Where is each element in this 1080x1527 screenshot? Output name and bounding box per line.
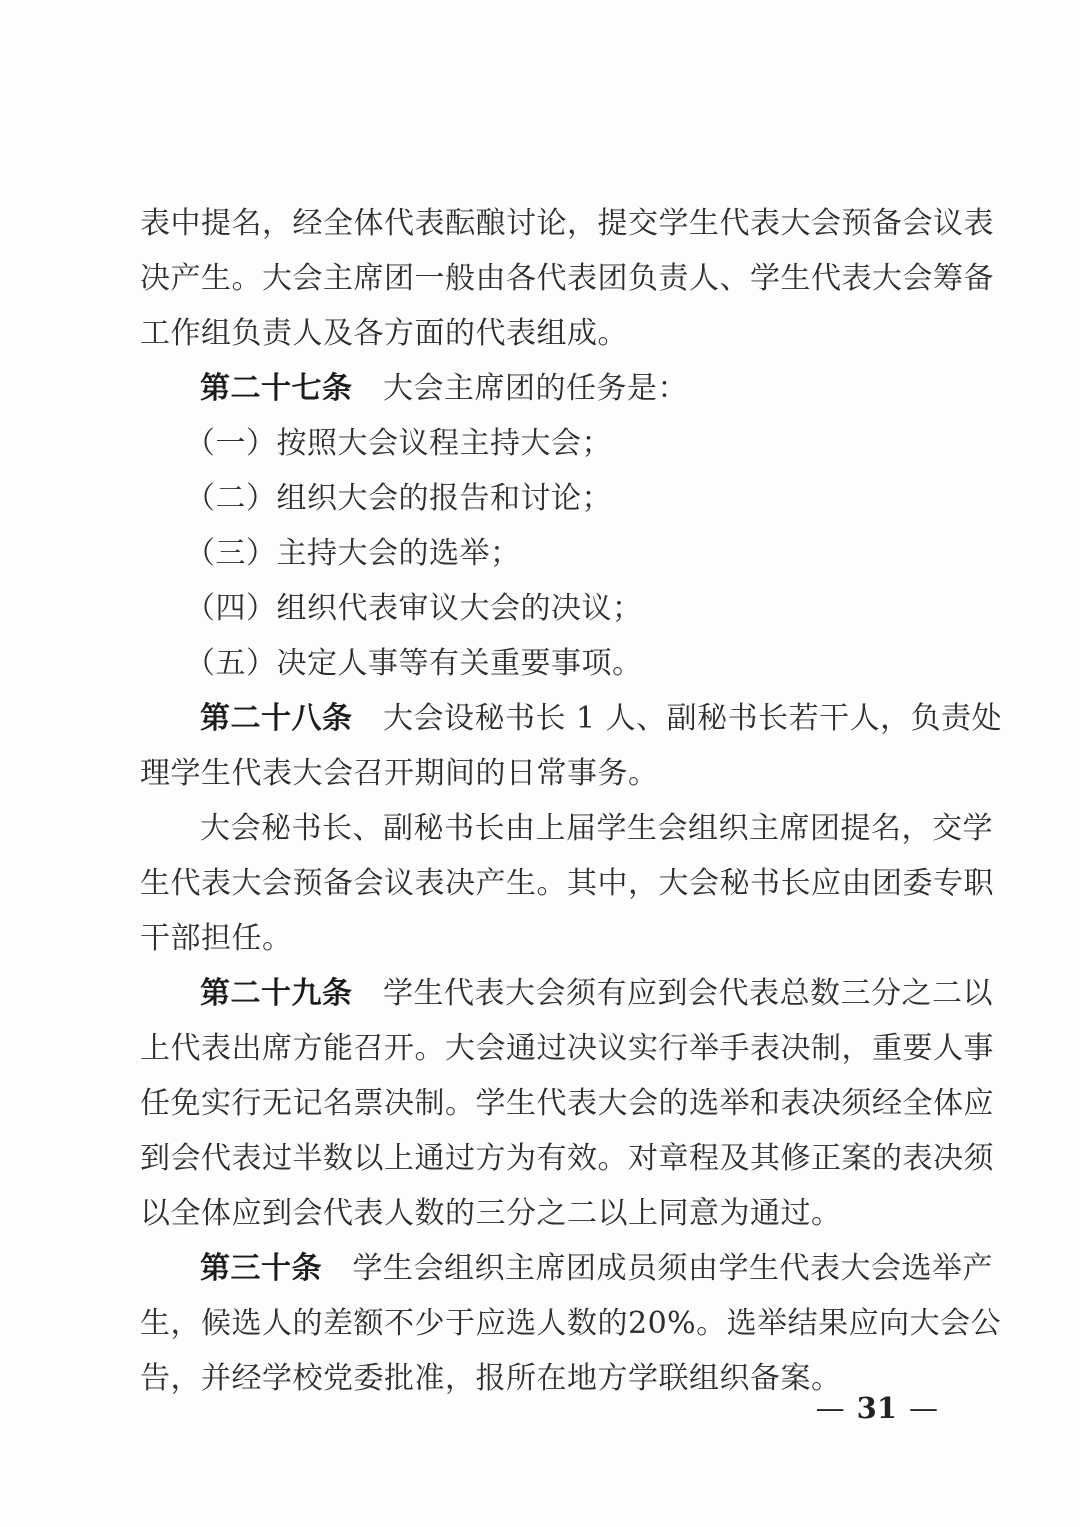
text-line [140,251,994,306]
article-heading: 第二十九条 [200,976,353,1011]
article-heading: 第二十七条 [200,371,353,406]
text-line-article-28 [140,691,1003,746]
line-text: 大会设秘书长 1 人、副秘书长若干人，负责处 [352,701,1003,736]
line-text: 大会主席团的任务是： [352,371,688,406]
text-line [140,196,994,251]
document-body [140,196,1003,1406]
line-text: 大会秘书长、副秘书长由上届学生会组织主席团提名，交学 [200,811,993,846]
text-line [140,1186,964,1241]
text-line [140,1296,1002,1351]
text-line [140,1076,994,1131]
line-text: 生，候选人的差额不少于应选人数的20%。选举结果应向大会公 [140,1306,1002,1341]
line-text: 学生代表大会须有应到会代表总数三分之二以 [352,976,993,1011]
text-line [140,911,964,966]
page-number-value: 31 [856,1391,897,1425]
line-text: 上代表出席方能召开。大会通过决议实行举手表决制，重要人事 [140,1031,994,1066]
text-line [140,856,994,911]
page-number-left-dash: — [815,1391,845,1425]
line-text: 理学生代表大会召开期间的日常事务。 [140,756,659,791]
list-item-2 [140,471,964,526]
text-line [140,801,993,856]
line-text: （二）组织大会的报告和讨论； [185,481,612,516]
line-text: （五）决定人事等有关重要事项。 [185,646,643,681]
list-item-3 [140,526,964,581]
line-text: 任免实行无记名票决制。学生代表大会的选举和表决须经全体应 [140,1086,994,1121]
line-text: 生代表大会预备会议表决产生。其中，大会秘书长应由团委专职 [140,866,994,901]
list-item-4 [140,581,964,636]
page-number [816,1388,938,1428]
text-line [140,306,964,361]
text-line-article-30 [140,1241,993,1296]
line-text: 到会代表过半数以上通过方为有效。对章程及其修正案的表决须 [140,1141,994,1176]
text-line [140,1131,994,1186]
article-heading: 第二十八条 [200,701,353,736]
line-text: 干部担任。 [140,921,293,956]
text-line-article-27 [140,361,964,416]
line-text: （一）按照大会议程主持大会； [185,426,612,461]
page-number-right-dash: — [909,1391,938,1425]
list-item-5 [140,636,964,691]
line-text: 工作组负责人及各方面的代表组成。 [140,316,628,351]
line-text: 学生会组织主席团成员须由学生代表大会选举产 [322,1251,993,1286]
line-text: 决产生。大会主席团一般由各代表团负责人、学生代表大会筹备 [140,261,994,296]
line-text: 告，并经学校党委批准，报所在地方学联组织备案。 [140,1361,842,1396]
article-heading: 第三十条 [200,1251,322,1286]
text-line [140,1021,994,1076]
line-text: （四）组织代表审议大会的决议； [185,591,643,626]
list-item-1 [140,416,964,471]
text-line-article-29 [140,966,993,1021]
line-text: 表中提名，经全体代表酝酿讨论，提交学生代表大会预备会议表 [140,206,994,241]
line-text: 以全体应到会代表人数的三分之二以上同意为通过。 [140,1196,842,1231]
text-line [140,746,964,801]
line-text: （三）主持大会的选举； [185,536,521,571]
